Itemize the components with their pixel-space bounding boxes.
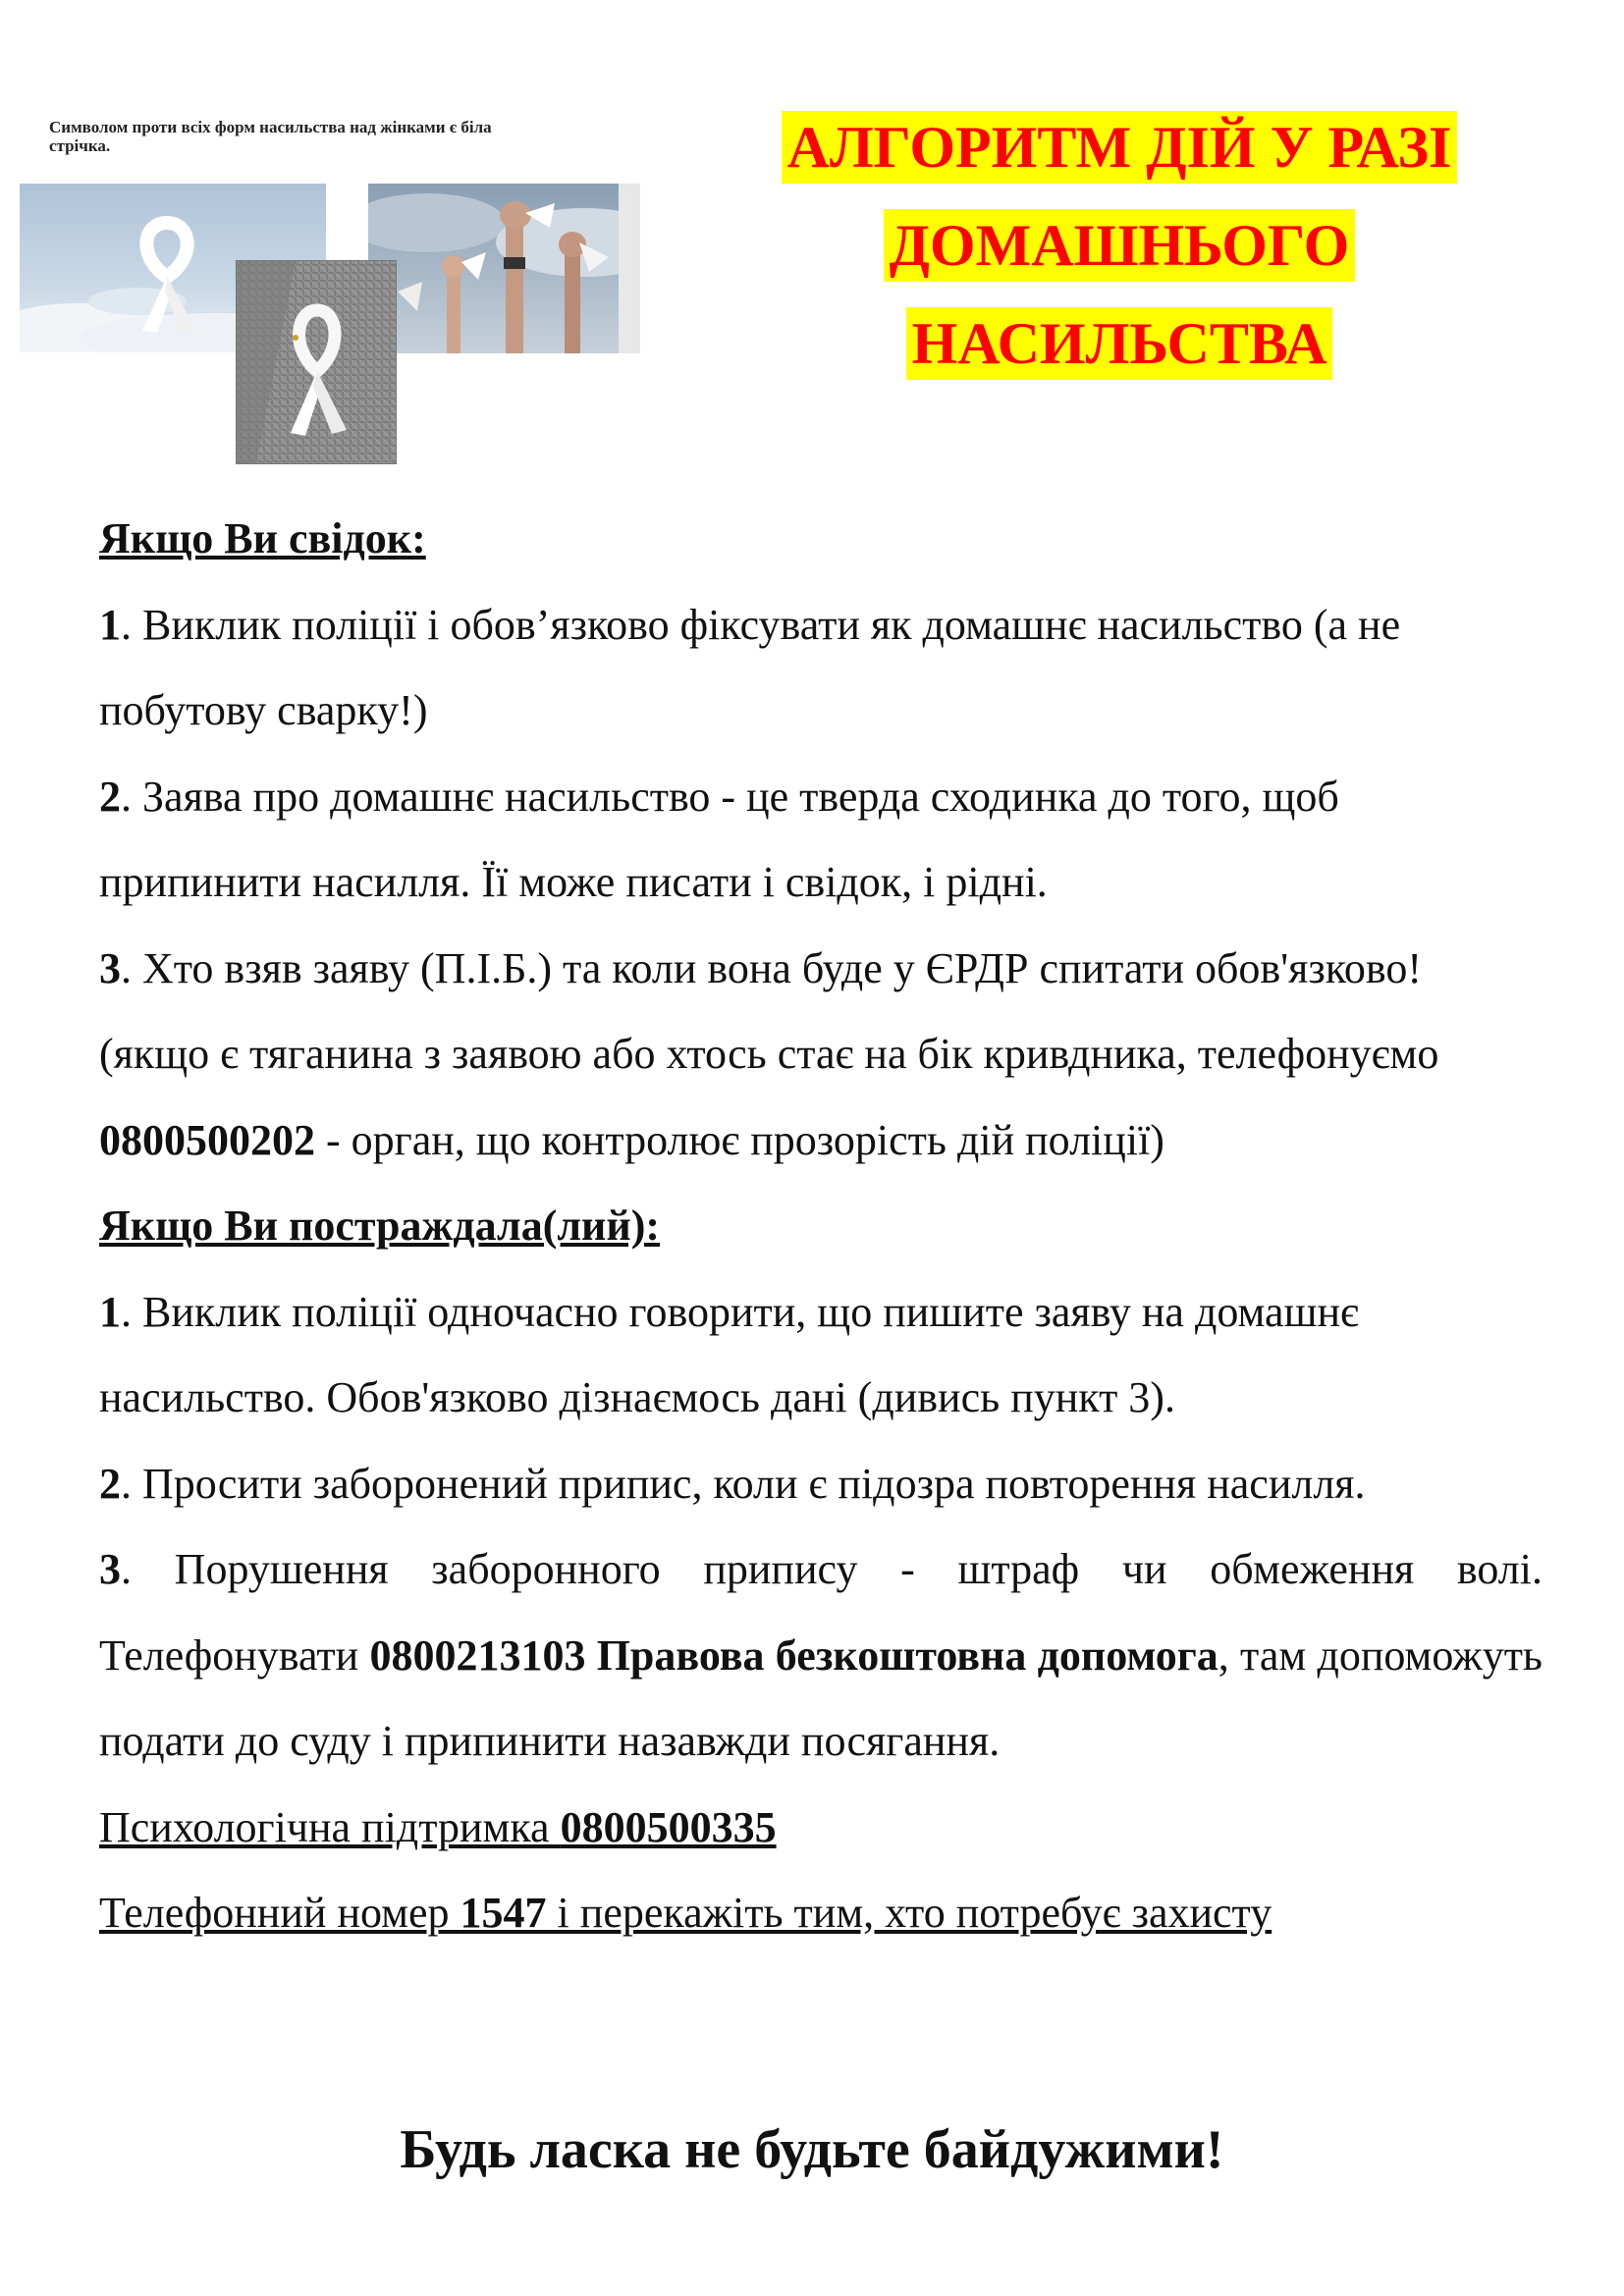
- item-number: 3: [99, 943, 121, 992]
- hotline-before: Телефонний номер: [99, 1889, 460, 1937]
- victim-item-2: [99, 1441, 1543, 1527]
- ribbon-caption: Символом проти всіх форм насильства над жінками є біла стрічка.: [49, 118, 492, 155]
- raised-hands-ribbons-photo: [368, 184, 640, 353]
- witness-section: [99, 496, 1543, 582]
- police-oversight-phone: 0800500202: [99, 1115, 315, 1164]
- main-content: [99, 496, 1543, 1956]
- legal-aid-service: Правова безкоштовна допомога: [596, 1630, 1218, 1680]
- witness-item-2: [99, 754, 1543, 926]
- hotline-line: [99, 1870, 1543, 1956]
- legal-aid-phone: 0800213103: [369, 1630, 586, 1680]
- hotline-number: 1547: [460, 1889, 547, 1937]
- victim-section: [99, 1183, 1543, 1269]
- title-line-2: ДОМАШНЬОГО: [884, 209, 1356, 282]
- victim-heading: Якщо Ви постраждала(лий):: [99, 1201, 661, 1250]
- item-text: . Просити заборонений припис, коли є підозра повторення насилля.: [121, 1459, 1366, 1508]
- item-number: 1: [99, 600, 121, 649]
- psych-support-phone: 0800500335: [560, 1802, 777, 1851]
- document-title: [727, 98, 1512, 393]
- title-line-3: НАСИЛЬСТВА: [906, 307, 1333, 380]
- item-text: - орган, що контролює прозорість дій поліції): [315, 1115, 1164, 1164]
- victim-item-3: [99, 1526, 1543, 1785]
- witness-item-3: [99, 926, 1543, 1184]
- item-number: 1: [99, 1287, 121, 1336]
- title-line-1: АЛГОРИТМ ДІЙ У РАЗІ: [782, 111, 1458, 184]
- victim-item-1: [99, 1269, 1543, 1441]
- item-number: 2: [99, 1459, 121, 1508]
- psych-support-line: [99, 1785, 1543, 1871]
- hotline-after: і перекажіть тим, хто потребує захисту: [546, 1889, 1272, 1937]
- item-text: . Виклик поліції одночасно говорити, що пишите заяву на домашнє насильство. Обов'язково дізнаємось дані (дивись пункт 3).: [99, 1287, 1359, 1421]
- ribbon-pin-jacket-photo: [236, 260, 397, 464]
- psych-support-label: Психологічна підтримка: [99, 1802, 561, 1851]
- item-text: . Порушення заборонного припису - штраф чи обмеження волі. Телефонувати: [99, 1545, 1543, 1680]
- item-number: 2: [99, 772, 121, 821]
- item-text: . Виклик поліції і обов’язково фіксувати як домашнє насильство (а не побутову сварку!): [99, 600, 1401, 734]
- witness-heading: Якщо Ви свідок:: [99, 514, 426, 562]
- item-number: 3: [99, 1545, 121, 1593]
- witness-item-1: [99, 582, 1543, 754]
- item-text: . Заява про домашнє насильство - це тверда сходинка до того, щоб припинити насилля. Її може писати і свідок, і рідні.: [99, 772, 1339, 906]
- closing-appeal: Будь ласка не будьте байдужими!: [400, 2119, 1224, 2180]
- item-text: . Хто взяв заяву (П.І.Б.) та коли вона буде у ЄРДР спитати обов'язково! (якщо є тяганина з заявою або хтось стає на бік кривдника, телефонуємо: [99, 943, 1439, 1078]
- item-text: , там допоможуть подати до суду і припинити назавжди посягання.: [99, 1630, 1543, 1765]
